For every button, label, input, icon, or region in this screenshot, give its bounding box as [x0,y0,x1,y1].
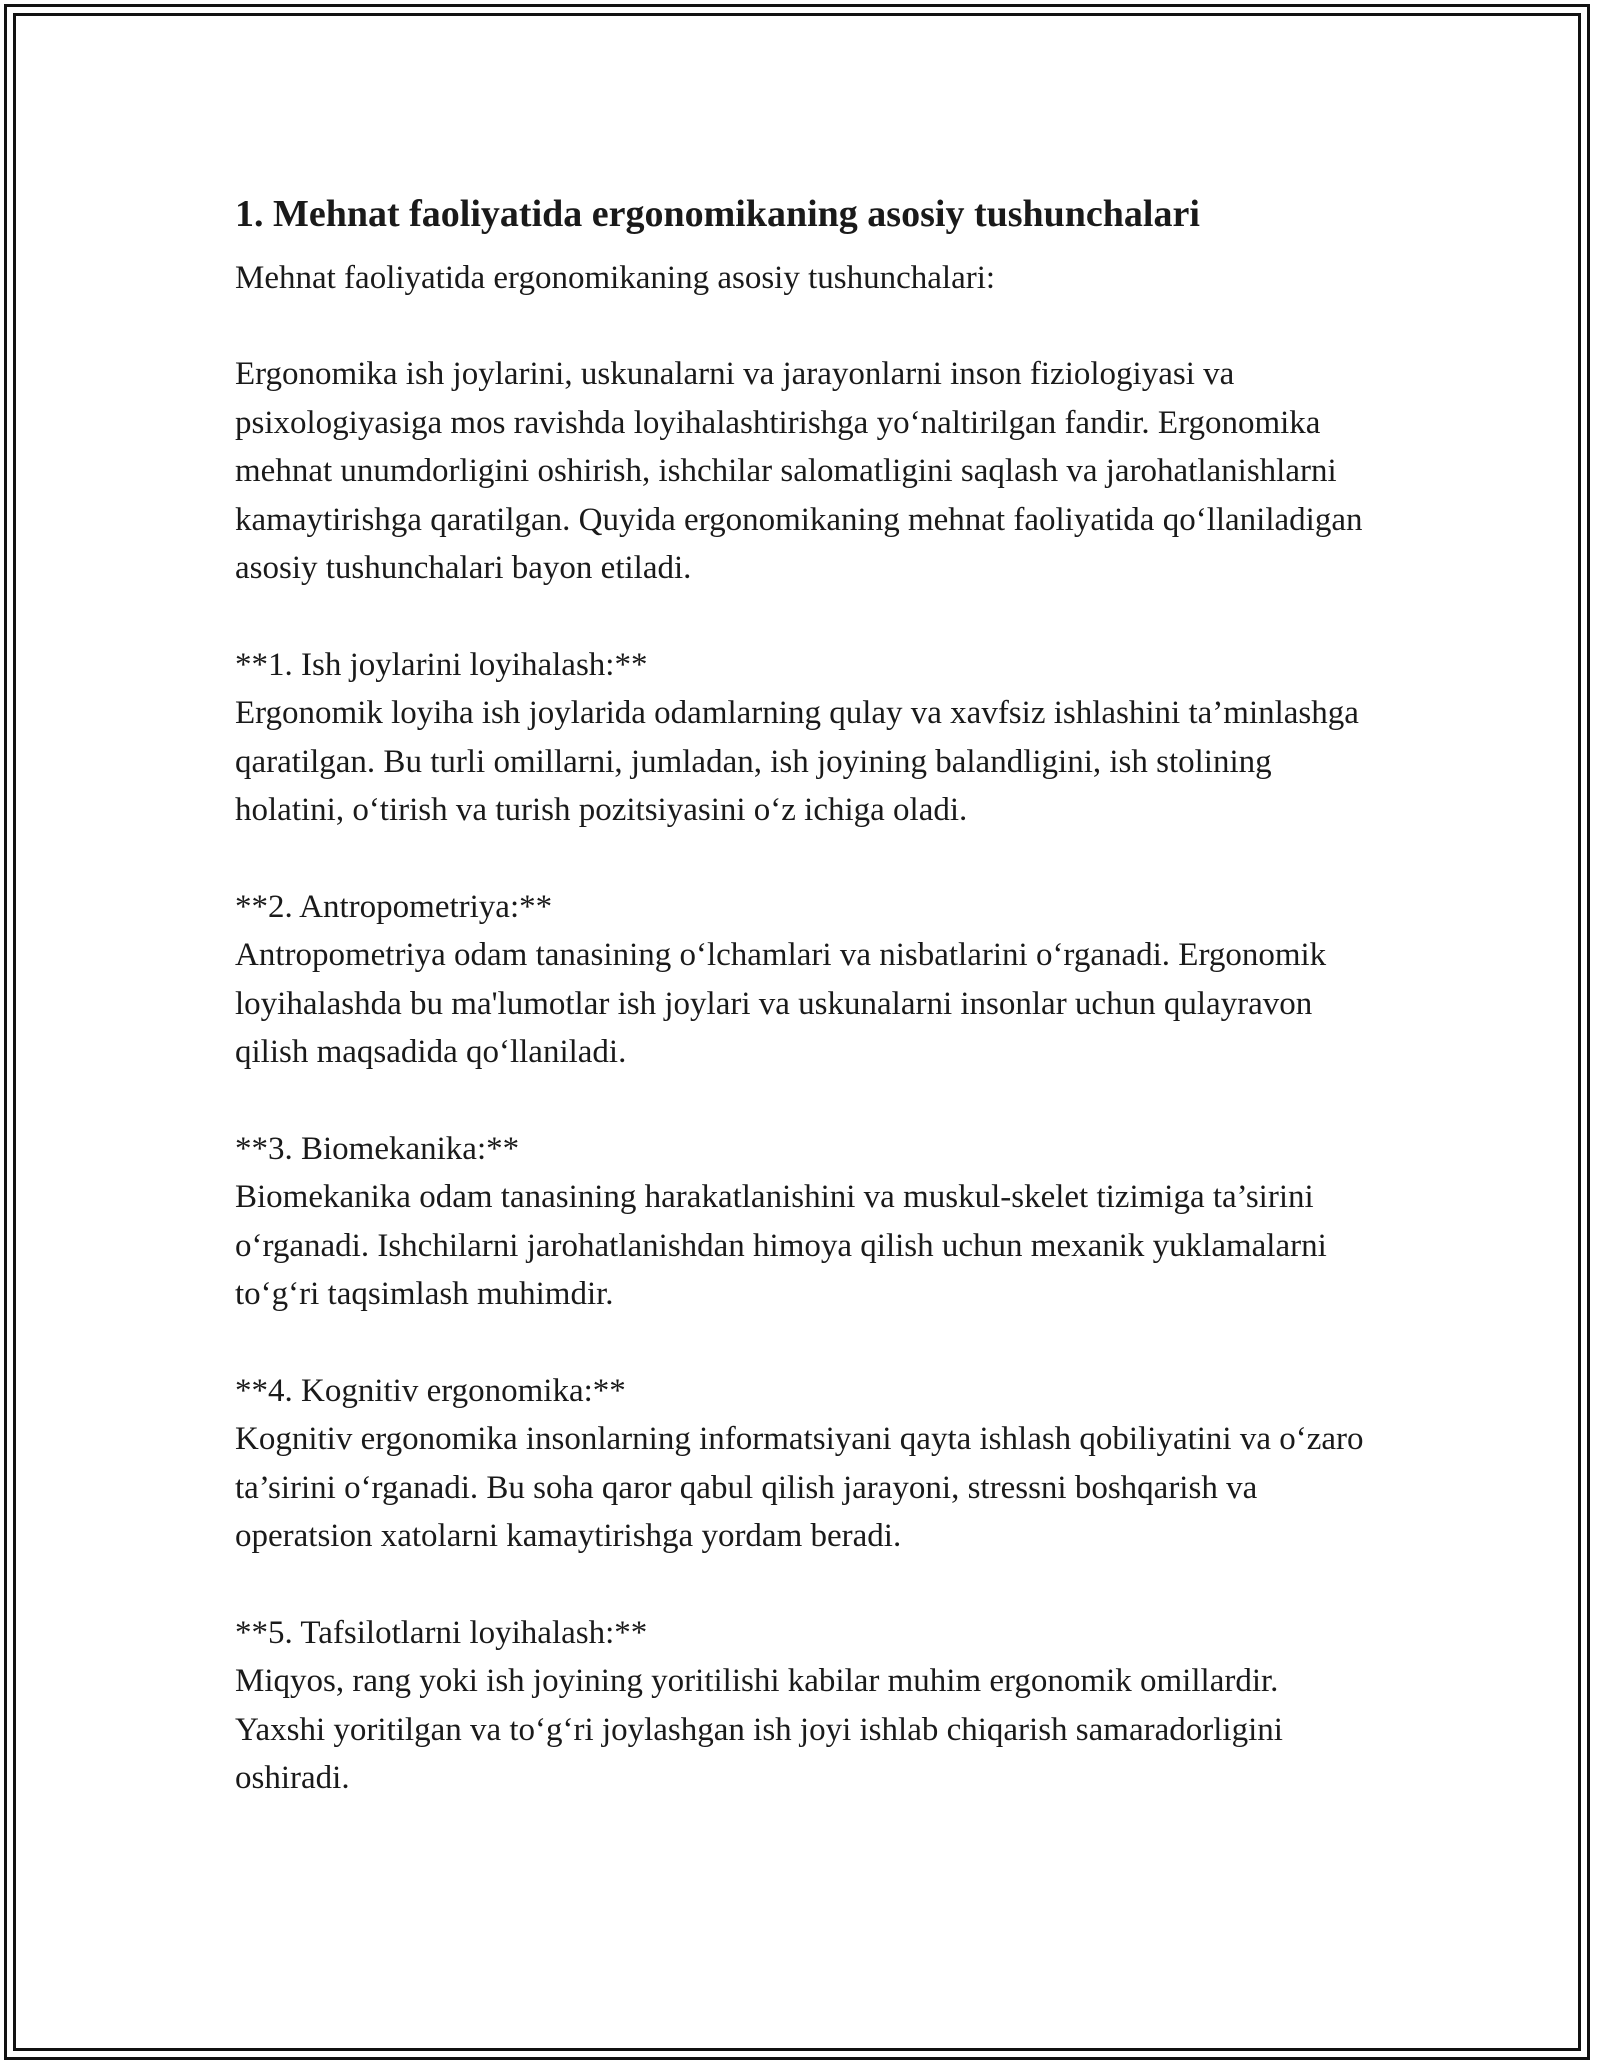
section-heading: **2. Antropometriya:** [235,888,553,925]
section-2 [235,883,1365,1077]
intro-paragraph: Ergonomika ish joylarini, uskunalarni va jarayonlarni inson fiziologiyasi va psixologiyasiga mos ravishda loyihalashtirishga yo‘naltirilgan fandir. Ergonomika mehnat unumdorligini oshirish, ishchilar salomatligini saqlash va jarohatlanishlarni kamaytirishga qaratilgan. Quyida ergonomikaning mehnat faoliyatida qo‘llaniladigan asosiy tushunchalari bayon etiladi. [235,356,1363,586]
intro-line: Mehnat faoliyatida ergonomikaning asosiy tushunchalari: [235,260,996,296]
section-heading: **4. Kognitiv ergonomika:** [235,1372,626,1409]
document-body [235,184,1365,1803]
section-3 [235,1125,1365,1319]
section-5 [235,1609,1365,1803]
section-heading: **3. Biomekanika:** [235,1130,520,1167]
section-text: Kognitiv ergonomika insonlarning informatsiyani qayta ishlash qobiliyatini va o‘zaro ta’sirini o‘rganadi. Bu soha qaror qabul qilish jarayoni, stressni boshqarish va operatsion xatolarni kamaytirishga yordam beradi. [235,1421,1364,1554]
section-1 [235,641,1365,835]
section-text: Biomekanika odam tanasining harakatlanishini va muskul-skelet tizimiga ta’sirini o‘rganadi. Ishchilarni jarohatlanishdan himoya qilish uchun mexanik yuklamalarni to‘g‘ri taqsimlash muhimdir. [235,1179,1327,1312]
section-text: Antropometriya odam tanasining o‘lchamlari va nisbatlarini o‘rganadi. Ergonomik loyihalashda bu ma'lumotlar ish joylari va uskunalarni insonlar uchun qulayravon qilish maqsadida qo‘llaniladi. [235,937,1327,1070]
section-4 [235,1367,1365,1561]
section-text: Miqyos, rang yoki ish joyining yoritilishi kabilar muhim ergonomik omillardir. Yaxshi yoritilgan va to‘g‘ri joylashgan ish joyi ishlab chiqarish samaradorligini oshiradi. [235,1663,1283,1796]
section-heading: **1. Ish joylarini loyihalash:** [235,646,648,683]
section-heading: **5. Tafsilotlarni loyihalash:** [235,1614,648,1651]
document-title: 1. Mehnat faoliyatida ergonomikaning asosiy tushunchalari [235,193,1200,235]
section-text: Ergonomik loyiha ish joylarida odamlarning qulay va xavfsiz ishlashini ta’minlashga qaratilgan. Bu turli omillarni, jumladan, ish joyining balandligini, ish stolining holatini, o‘tirish va turish pozitsiyasini o‘z ichiga oladi. [235,695,1359,828]
